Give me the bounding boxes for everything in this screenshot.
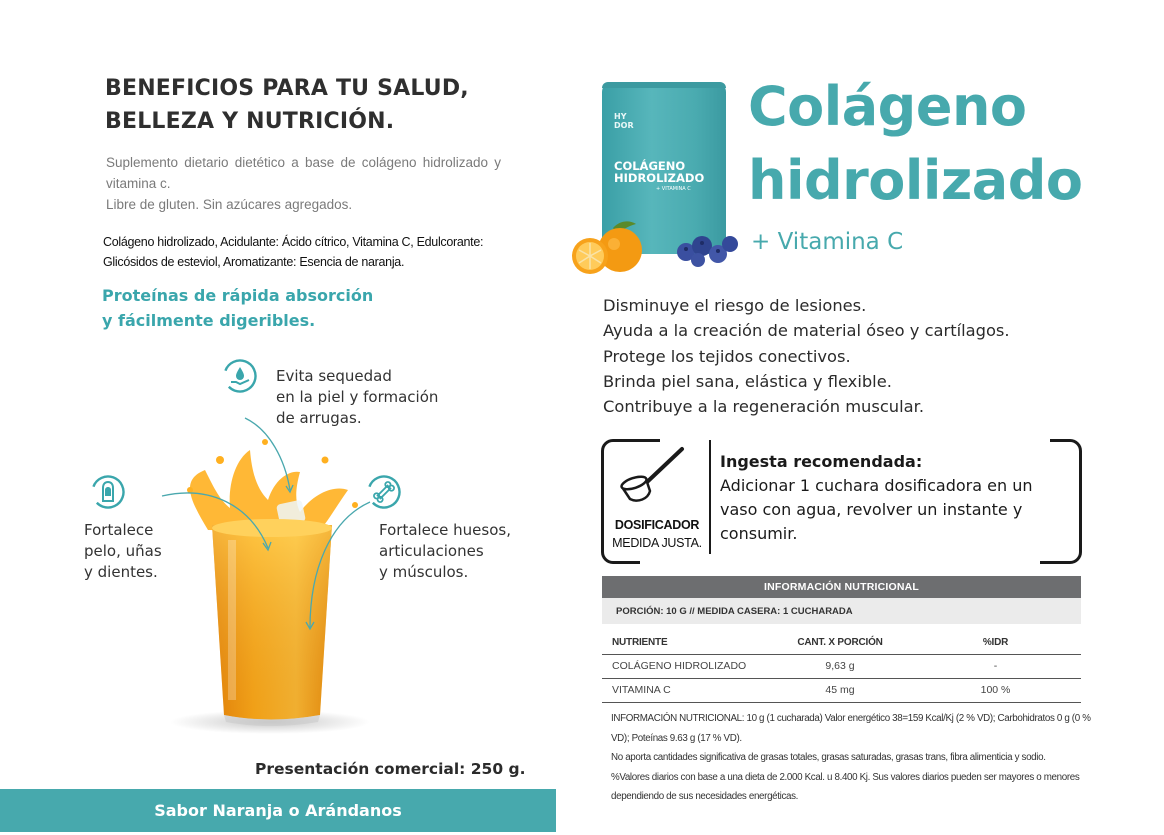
column-header: NUTRIENTE [602, 632, 770, 654]
orange-fruit-image [568, 218, 654, 276]
table-header-row [602, 632, 1081, 654]
nutrition-notes: INFORMACIÓN NUTRICIONAL: 10 g (1 cucharada) Valor energético 38=159 Kcal/Kj (2 % VD); Carbohidratos 0 g (0 % VD); Poteínas 9.63 g (17 % VD). No aporta cantidades significativa de grasas totales, grasas saturadas, grasas trans, fibra alimenticia y sodio. %Valores diarios con base a una dieta de 2.000 Kcal. u 8.400 Kj. Sus valores diarios pueden ser mayores o menores dependiendo de sus necesidades energéticas. [611, 713, 1091, 802]
pouch-vitamin: + VITAMINA C [656, 186, 691, 192]
table-cell: VITAMINA C [602, 678, 770, 702]
dosificador-label: DOSIFICADOR MEDIDA JUSTA. [612, 518, 702, 550]
flavor-banner: Sabor Naranja o Arándanos [0, 789, 556, 832]
commercial-presentation: Presentación comercial: 250 g. [255, 760, 526, 778]
blueberries-image [672, 226, 744, 268]
intake-instructions: Adicionar 1 cuchara dosificadora en un vaso con agua, revolver un instante y consumir. [720, 476, 1033, 543]
product-subtitle: + Vitamina C [751, 229, 904, 255]
table-row [602, 678, 1081, 702]
feature-skin: Evita sequedad en la piel y formación de arrugas. [276, 367, 439, 427]
list-item: Disminuye el riesgo de lesiones. [603, 296, 867, 315]
list-item: Brinda piel sana, elástica y flexible. [603, 371, 892, 391]
pouch-brand: HY DOR [614, 112, 634, 130]
list-item: Ayuda a la creación de material óseo y cartílagos. [603, 321, 1010, 341]
list-item: Contribuye a la regeneración muscular. [603, 397, 925, 417]
column-header: %IDR [910, 632, 1081, 654]
table-cell: - [910, 654, 1081, 678]
benefits-heading: BENEFICIOS PARA TU SALUD, BELLEZA Y NUTRICIÓN. [105, 76, 469, 134]
table-cell: 9,63 g [770, 654, 910, 678]
bone-icon [366, 474, 402, 510]
nutrition-header: INFORMACIÓN NUTRICIONAL [602, 576, 1081, 598]
intake-divider [709, 440, 711, 554]
intake-title: Ingesta recomendada: [720, 452, 923, 471]
benefits-list [603, 293, 1073, 419]
water-drop-hand-icon [222, 358, 258, 394]
nail-icon [90, 474, 126, 510]
column-header: CANT. X PORCIÓN [770, 632, 910, 654]
product-description: Suplemento dietario dietético a base de colágeno hidrolizado y vitamina c. Libre de gluten. Sin azúcares agregados. [106, 155, 501, 212]
pouch-product-name: COLÁGENO HIDROLIZADO [614, 159, 705, 185]
ingredients-text: Colágeno hidrolizado, Acidulante: Ácido cítrico, Vitamina C, Edulcorante: Glicósidos de esteviol, Aromatizante: Esencia de naranja. [103, 235, 484, 269]
table-cell: COLÁGENO HIDROLIZADO [602, 654, 770, 678]
feature-hair-nails: Fortalece pelo, uñas y dientes. [84, 521, 162, 581]
proteins-tagline: Proteínas de rápida absorción y fácilmente digeribles. [102, 286, 374, 330]
list-item: Protege los tejidos conectivos. [603, 346, 851, 366]
feature-pointer-arrows [150, 400, 400, 640]
table-cell: 100 % [910, 678, 1081, 702]
nutrition-table [602, 632, 1081, 703]
product-title: Colágeno hidrolizado [748, 75, 1083, 212]
serving-size: PORCIÓN: 10 G // MEDIDA CASERA: 1 CUCHARADA [602, 598, 1081, 624]
table-cell: 45 mg [770, 678, 910, 702]
feature-bones: Fortalece huesos, articulaciones y músculos. [379, 521, 511, 581]
measuring-scoop-icon [616, 443, 692, 511]
table-row [602, 654, 1081, 678]
